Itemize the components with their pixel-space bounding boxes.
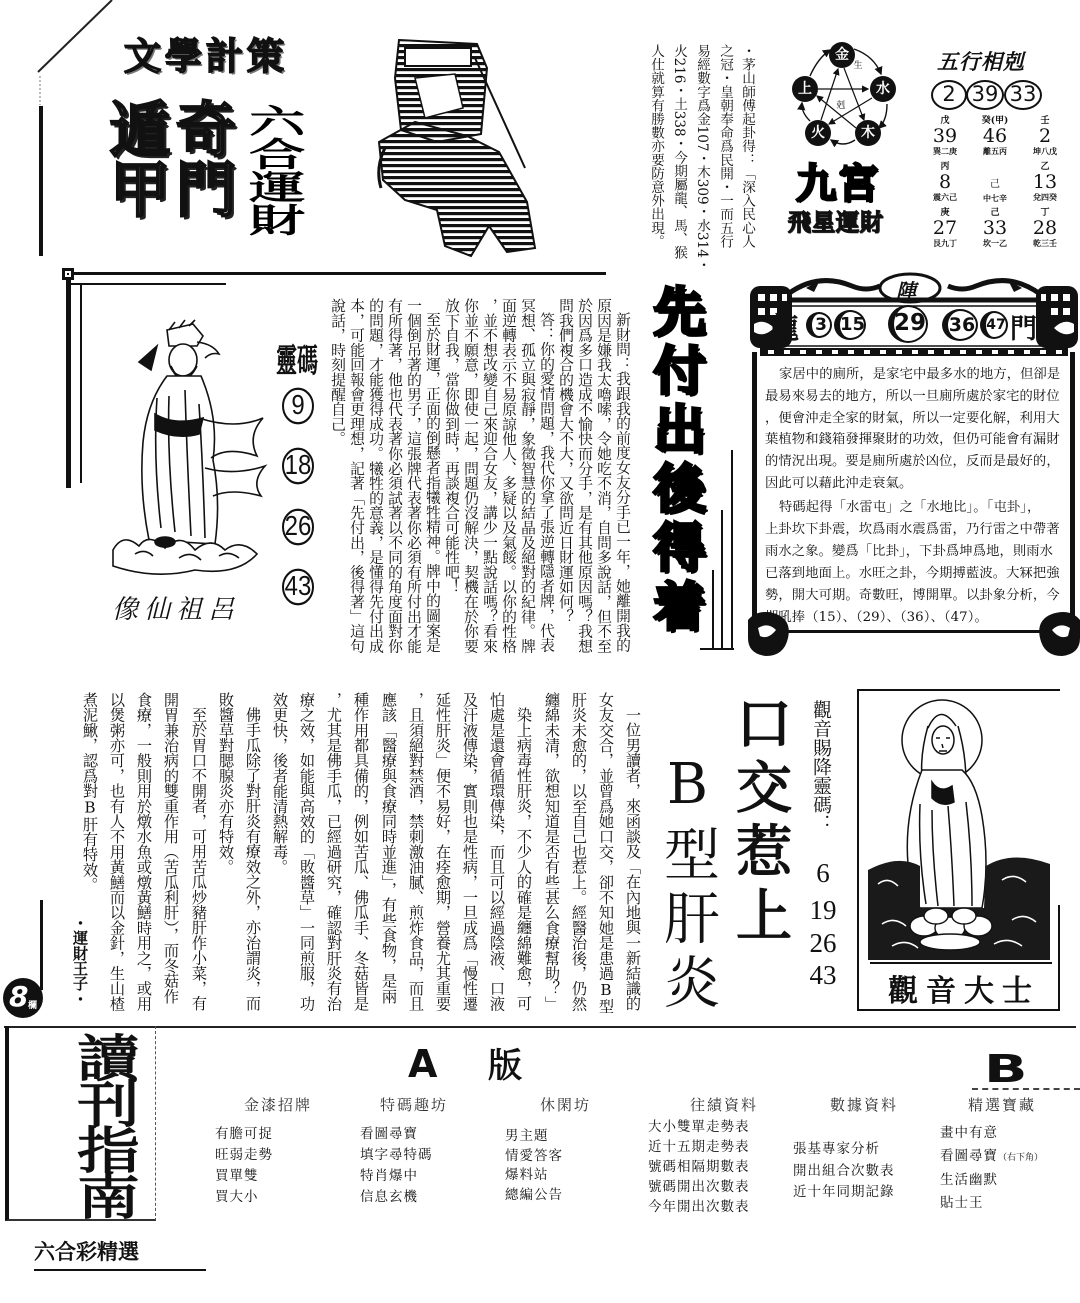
- article-column: 以煲粥亦可，也有人不用黃鱔而以金針，生山楂: [108, 692, 126, 1012]
- article-column: 纏綿未清，欲想知道是否有些甚么食療幫助？」: [543, 692, 561, 1012]
- box-text-line: 雨水之象。變爲「比卦」，下卦爲坤爲地，則雨水: [765, 544, 1054, 559]
- spirit-code-number: 26: [282, 509, 314, 546]
- guide-section-title: 精選寶藏: [968, 1096, 1037, 1114]
- intro-column: 之冠・皇朝奉命爲民開・一而五行: [717, 44, 733, 248]
- page-badge-label: 欄: [28, 1001, 38, 1011]
- box-text-line: 已落到地面上。水旺之卦，今期搏藍波。大冧把強: [765, 566, 1060, 581]
- number-ball: 39: [966, 80, 1004, 110]
- article-column: 至於胃口不開者，可用苦瓜炒豬肝作小菜，有: [190, 707, 208, 1011]
- edition-a-label: 版: [488, 1046, 522, 1086]
- svg-text:木: 木: [861, 125, 875, 141]
- guanyin-code-number: 19: [809, 895, 837, 925]
- guide-item: 近十年同期記錄: [793, 1184, 895, 1200]
- guide-item-note: （右下角）: [998, 1152, 1044, 1163]
- cell-stem: 戊: [940, 116, 950, 126]
- nine-palace-subtitle: 飛星運財: [788, 209, 884, 236]
- page-badge: [3, 978, 43, 1018]
- guide-list-history: [648, 1117, 750, 1217]
- grid-cell: [920, 208, 970, 254]
- lucky-number-ball: 36: [942, 309, 978, 341]
- grid-cell-center: [970, 162, 1020, 208]
- grid-cell: [920, 162, 970, 208]
- article-column: 染上病毒性肝炎，不少人的確是纏綿難愈，可: [515, 707, 533, 1011]
- guide-item: 號碼相隔期數表: [648, 1159, 750, 1175]
- headline-bottom: B型肝炎: [655, 752, 720, 1017]
- box-text-line: 葉植物和錢箱發揮聚財的功效，但仍可能會有漏財: [765, 432, 1060, 447]
- article-column: 一位男讀者，來函談及「在內地與一新結識的: [624, 707, 642, 1011]
- element-node-water: [870, 76, 896, 102]
- article-column: 開胃兼治病的雙重作用（苦瓜利肝），而冬菇作: [162, 692, 180, 1004]
- article-column: 面逆轉表示不易原諒他人、多疑以及氣餒。以你的性格: [500, 298, 517, 654]
- cell-stem: 庚: [940, 208, 950, 218]
- article-column: 敗醬草對腮腺炎亦有特效。: [217, 692, 235, 875]
- intro-column: 易經數字爲金107・木309・水314・: [694, 44, 710, 272]
- knight-on-horse-illustration: [375, 38, 540, 258]
- cell-value: 27: [932, 217, 958, 239]
- article-column: 延性肝炎」便不易好，在痊愈期，營養尤其重要: [434, 692, 452, 1012]
- article-column: 至於財運，正面的倒懸者指犧牲精神。牌中的圖案是: [424, 312, 441, 653]
- cell-palace: 巽二庚: [933, 146, 957, 156]
- guide-section-title: 往績資料: [690, 1096, 759, 1114]
- cell-stem: 丙: [940, 162, 950, 172]
- spirit-code-number: 43: [282, 569, 314, 606]
- guide-item: 畫中有意: [940, 1125, 998, 1141]
- article-column: 肝炎未愈的，以至自己也惹上。經醫治後，仍然: [570, 692, 588, 1012]
- cell-palace: 離五丙: [983, 146, 1007, 156]
- article-column: 佛手瓜除了對肝炎有療效之外，亦治謂炎，而: [244, 707, 262, 1011]
- image-box-border-top: [857, 689, 1060, 691]
- cell-value: 己: [990, 179, 1000, 190]
- cell-value: 8: [938, 171, 952, 193]
- grid-cell: [1020, 162, 1070, 208]
- cell-value: 39: [932, 125, 958, 147]
- frame-line-top: [66, 272, 606, 275]
- element-node-metal: [829, 42, 855, 68]
- lucky-number-ball: 3: [806, 312, 832, 338]
- lucky-number-ball: 15: [834, 310, 866, 340]
- cell-value: 33: [982, 217, 1008, 239]
- caption-divider: [870, 962, 1052, 964]
- grid-cell: [1020, 116, 1070, 162]
- guanyin-code-number: 26: [809, 928, 837, 958]
- guide-item: 生活幽默: [940, 1172, 998, 1188]
- guide-item: 有膽可捉: [215, 1126, 273, 1142]
- box-text-line: 家居中的廁所，是家宅中最多水的地方，但卻是: [779, 367, 1061, 382]
- spirit-code-label: 靈碼: [276, 342, 318, 380]
- guanyin-illustration: [862, 694, 1056, 962]
- reader-guide-title-box: [5, 1026, 156, 1221]
- element-node-fire: [805, 120, 831, 146]
- guide-list-data: [793, 1139, 895, 1204]
- article-column: ，且須絕對禁酒，禁刺激油膩、煎炸食品，而且: [407, 692, 425, 1012]
- frame-line-left-inner: [80, 283, 82, 483]
- guide-item-text: 看圖尋寶: [940, 1147, 998, 1164]
- guide-item: 買單雙: [215, 1168, 259, 1184]
- badge-stem-line: [40, 900, 43, 990]
- cell-palace: 坤八戊: [1033, 146, 1057, 156]
- article-column: 說話，時刻提醒自己。: [329, 298, 346, 446]
- guanyin-code-label: 觀音賜降靈碼：: [810, 700, 832, 833]
- guide-item: 填字尋特碼: [360, 1147, 433, 1163]
- article-column: 效更快，後者能清熱解毒。: [271, 692, 289, 875]
- guide-item: 今年開出次數表: [648, 1199, 750, 1215]
- cell-stem: 壬: [1040, 116, 1050, 126]
- cell-palace: 坎一乙: [983, 238, 1007, 248]
- intro-column: 火216・土338・今期屬龍、馬、猴: [671, 44, 687, 260]
- guide-item: 特肖爆中: [360, 1168, 418, 1184]
- liuhe-yuncai-logo: 六合運財: [240, 104, 307, 236]
- gate-word: 門: [1010, 314, 1037, 345]
- guide-list-treasure: [940, 1122, 1043, 1214]
- article-column: ，尤其是佛手瓜，已經過研究，確認對肝炎有治: [325, 692, 343, 1012]
- guanyin-code-number: 6: [816, 858, 830, 888]
- horse-figure: [379, 122, 535, 256]
- guide-item: 買大小: [215, 1189, 259, 1205]
- guide-item: 貼士王: [940, 1194, 984, 1211]
- number-ball: 2: [931, 80, 967, 110]
- cell-stem: 丁: [1040, 208, 1050, 218]
- decor-line: [721, 510, 723, 650]
- cell-palace: 乾三壬: [1033, 238, 1057, 248]
- guide-list-xiuxian: [505, 1127, 563, 1205]
- flying-star-grid: [920, 116, 1070, 254]
- svg-text:水: 水: [876, 81, 890, 97]
- cell-value: 13: [1032, 171, 1058, 193]
- reader-guide-title: 讀刊指南: [67, 1032, 140, 1216]
- guide-item: 大小雙單走勢表: [648, 1119, 750, 1135]
- box-border-bottom: [752, 630, 1075, 633]
- intro-column: 人仕就算有勝數亦要防意外出現。: [648, 44, 664, 248]
- article-column: 一個倒吊著的男子，這張牌代表著你必須有所付出才能: [405, 298, 422, 654]
- guide-section-title: 休閑坊: [540, 1096, 592, 1114]
- article-column: 煮泥鰍，認爲對B肝有特效。: [81, 692, 99, 893]
- guide-section-title: 金漆招牌: [244, 1096, 313, 1114]
- box-text-line: 勢，開大可期。奇數旺，博開單。以卦象分析，今: [765, 588, 1060, 603]
- number-ball: 33: [1004, 80, 1042, 110]
- cell-stem: 己: [990, 208, 1000, 218]
- lucky-number-ball: 47: [980, 311, 1008, 339]
- intro-column: ・茅山師傅起卦得：「深入民心人: [739, 44, 755, 248]
- article-column: 於因爲多口造成不愉快而分手，是有其他原因嗎？我想: [576, 298, 593, 654]
- guide-list-jinqi: [215, 1124, 273, 1208]
- article-column: 你並不願意，即使一起，問題仍沒解決，契機在於你要: [462, 298, 479, 654]
- decor-line: [712, 570, 714, 650]
- frame-line-top-inner: [66, 283, 226, 285]
- article-column: 放下自我，當你做到時，再談複合可能性吧！: [443, 298, 460, 594]
- guide-item: 情愛答客: [505, 1147, 563, 1164]
- cell-palace: 兌四癸: [1033, 192, 1057, 202]
- spirit-code-number: 18: [282, 448, 314, 485]
- overcoming-star-lines: [817, 68, 872, 128]
- corner-ornament-right: [1036, 286, 1078, 348]
- box-text-line: 上卦坎下卦震，坎爲雨水震爲雷，乃行雷之中帶著: [765, 522, 1060, 537]
- article-column: 怕處是還會循環傳染，而且可以經過陰液、口液: [488, 692, 506, 1012]
- article-column: 的問題，才能獲得成功。犧牲的意義，是懂得先付出成: [367, 298, 384, 654]
- guide-item: [940, 1145, 1043, 1170]
- guide-item: 總編公告: [505, 1186, 563, 1203]
- article-column: 女友交合，並曾爲她口交，卻不知她是患過B型: [597, 692, 615, 1014]
- guide-item: 男主題: [505, 1128, 549, 1144]
- frame-corner-ornament: [62, 268, 74, 280]
- image-box-border-right: [1058, 905, 1060, 1011]
- article-column: 食療，一般則用於燉水魚或燉黃鱔時用之，或用: [135, 692, 153, 1012]
- guide-item: 爆料站: [505, 1167, 549, 1183]
- guanyin-caption: 觀音大士: [888, 974, 1040, 1009]
- frame-line-left: [66, 272, 71, 488]
- nine-palace-title: 九宮: [796, 161, 880, 207]
- cell-stem: [970, 162, 1020, 173]
- guide-list-tema: [360, 1124, 433, 1208]
- box-border-right: [1070, 352, 1075, 634]
- guanyin-code-number: 43: [809, 960, 837, 990]
- qimen-dunjia-logo: 奇門遁甲: [100, 98, 236, 218]
- brand-label: 六合彩精選: [34, 1236, 206, 1271]
- cell-stem: 乙: [1040, 162, 1050, 172]
- guide-item: 看圖尋寶: [360, 1126, 418, 1142]
- article-headline: 先付出後得着: [644, 284, 704, 638]
- guide-item: 號碼開出次數表: [648, 1179, 750, 1195]
- image-box-border-left: [857, 689, 859, 1011]
- page-badge-number: 8: [9, 980, 29, 1013]
- overcome-label: 剋: [836, 101, 846, 111]
- grid-cell: [920, 116, 970, 162]
- article-column: 新財問：我跟我的前度女友分手已一年，她離開我的: [614, 312, 631, 653]
- article-column: 本，可能回報會更理想，記著「先付出，後得著」這句: [348, 298, 365, 654]
- edition-a-letter: A: [408, 1042, 438, 1086]
- box-text-line: 的情況出現。要是廁所處於凶位，反而是最好的，: [765, 454, 1060, 469]
- dotted-band: [760, 348, 1068, 356]
- spirit-code-number: 9: [282, 388, 314, 425]
- cell-value: 28: [1032, 217, 1058, 239]
- decor-line: [700, 648, 734, 650]
- guide-section-title: 數據資料: [830, 1096, 899, 1114]
- decor-line: [731, 450, 733, 650]
- cell-palace: 艮九丁: [933, 238, 957, 248]
- lucky-number-ball: 29: [888, 305, 928, 343]
- grid-cell: [1020, 208, 1070, 254]
- box-text-line: 期吼捧（15）、（29）、（36）、（47）。: [765, 610, 988, 625]
- guide-item: 旺弱走勢: [215, 1147, 273, 1163]
- cell-value: 2: [1038, 125, 1052, 147]
- svg-text:火: 火: [811, 125, 825, 141]
- guide-item: 信息玄機: [360, 1189, 418, 1205]
- generate-label: 生: [853, 61, 863, 71]
- lu-dongbin-immortal-illustration: [95, 318, 270, 588]
- cell-value: 46: [982, 125, 1008, 147]
- column-title: 文學計策: [124, 35, 288, 78]
- cell-palace: 中七辛: [983, 193, 1007, 203]
- element-node-earth: [792, 76, 818, 102]
- dragon-word: 龍: [770, 311, 800, 345]
- article-column: 療之效，如能與高效的「敗醬草」一同煎服，功: [298, 692, 316, 1012]
- article-column: 答：你的愛情問題，我代你拿了張逆轉隱者牌，代表: [538, 312, 555, 653]
- guide-item: 近十五期走勢表: [648, 1139, 750, 1155]
- cell-stem: 癸(甲): [981, 116, 1009, 126]
- svg-text:上: 上: [798, 81, 812, 97]
- article-column: 原因是嫌我太嚕嗦，令她吃不消，自問多說話，但不至: [595, 298, 612, 654]
- article-column: ，並不想改變自己來迎合女友，講少一點說話嗎？看來: [481, 298, 498, 654]
- banner-label: 陣: [896, 279, 916, 303]
- article-column: 冥想、孤立與寂靜，象徵智慧的結晶及絕對的紀律。牌: [519, 298, 536, 654]
- article-column: 有所得著，他也代表著你必須試著以不同的角度面對你: [386, 298, 403, 654]
- article-column: 及汗液傳染，實則也是性病，一旦成爲「慢性遷: [461, 692, 479, 1012]
- box-border-left: [752, 352, 757, 634]
- article-column: 種作用都具備的，例如苦瓜、佛瓜手、冬菇皆是: [352, 692, 370, 1012]
- five-elements-cycle-diagram: [790, 36, 902, 154]
- author-signature: ・運財王子・: [71, 915, 89, 1007]
- immortal-image-caption: 像仙祖呂: [112, 595, 241, 625]
- box-text-line: 特碼起得「水雷屯」之「水地比」。「屯卦」，: [779, 500, 1041, 515]
- grid-cell: [970, 208, 1020, 254]
- edition-b-letter: B: [984, 1047, 1028, 1091]
- box-text-line: ，便會沖走全家的財氣，所以一定要化解，利用大: [765, 411, 1060, 426]
- guide-section-title: 特碼趣坊: [380, 1096, 449, 1114]
- box-text-line: 因此可以藉此沖走衰氣。: [765, 476, 913, 491]
- svg-text:金: 金: [835, 47, 849, 63]
- guide-item: 開出組合次數表: [793, 1162, 895, 1179]
- headline-top: 口交惹上: [727, 694, 793, 950]
- five-elements-title: 五行相剋: [937, 50, 1025, 74]
- grid-cell: [970, 116, 1020, 162]
- box-text-line: 最易來易去的地方，所以一旦廁所處於家宅的財位: [765, 389, 1060, 404]
- article-column: 問我們複合的機會大不大，又欲問近日財運如何？: [557, 298, 574, 624]
- element-node-wood: [855, 120, 881, 146]
- edition-b-underline: [972, 1088, 1080, 1090]
- guide-item: 張基專家分析: [793, 1141, 880, 1157]
- guide-top-rule: [4, 1026, 1076, 1028]
- cell-palace: 震六己: [933, 192, 957, 202]
- article-column: 應該「醫療與食療同時並進」，有些食物，是兩: [380, 692, 398, 1004]
